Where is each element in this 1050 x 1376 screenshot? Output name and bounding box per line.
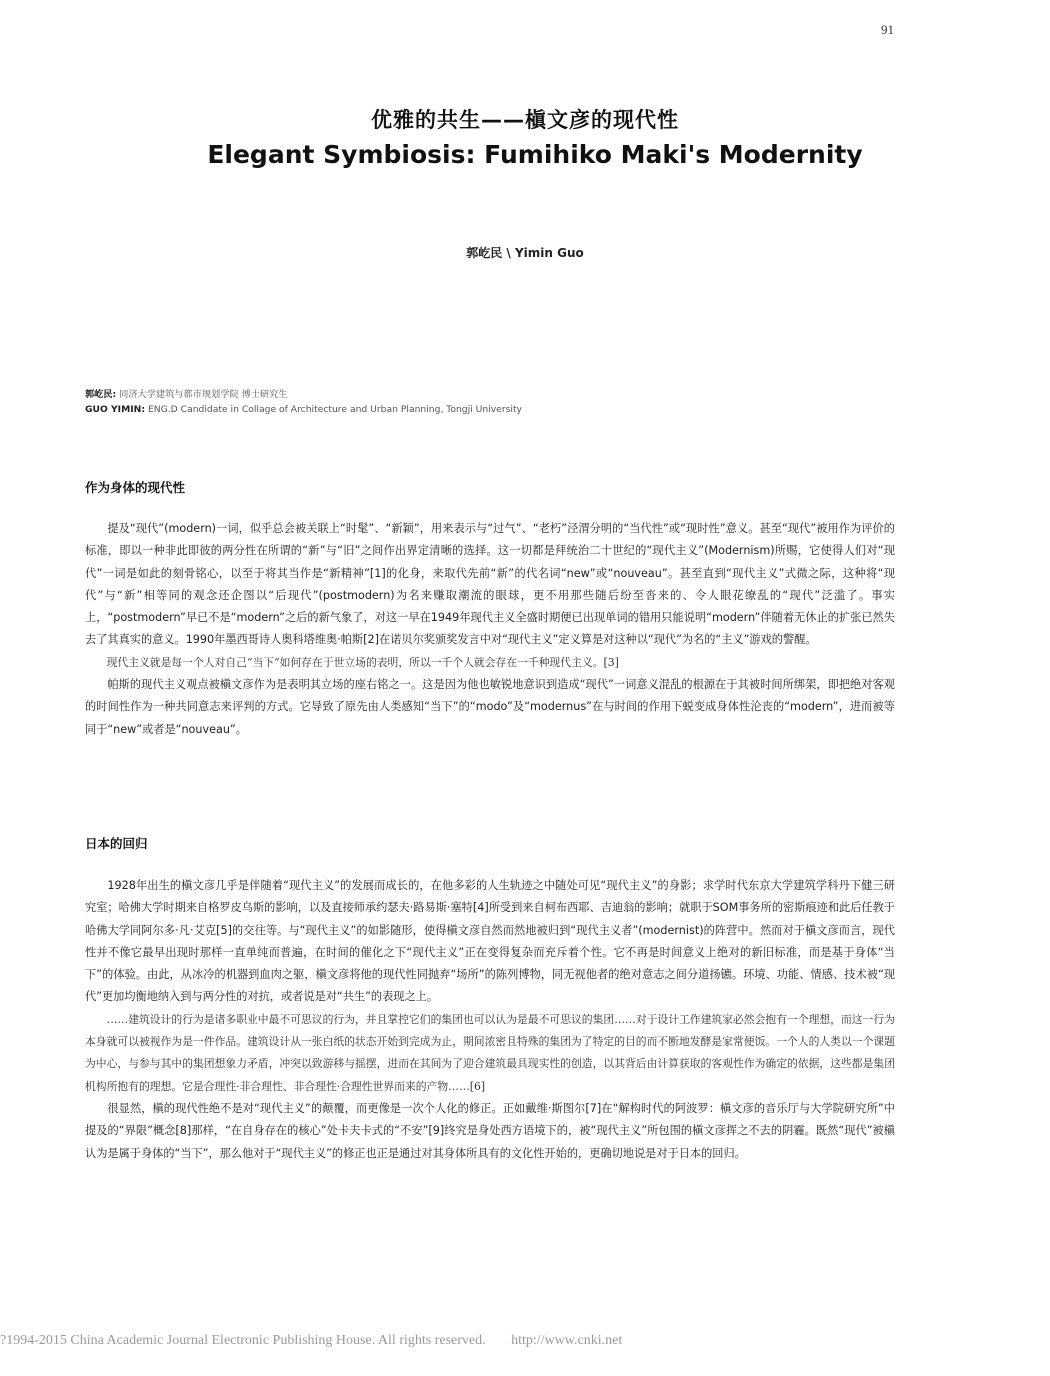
title-block (0, 104, 1050, 169)
copyright-footer (0, 1333, 622, 1349)
paragraph: 很显然，槇的现代性绝不是对“现代主义”的颠覆，而更像是一次个人化的修正。正如戴维·斯图尔[7]在“解构时代的阿波罗：槇文彦的音乐厅与大学院研究所”中提及的“界限”概念[8]那样，“在自身存在的核心”处卡夫卡式的“不安”[9]终究是身处西方语境下的，被“现代主义”所包围的槇文彦挥之不去的阴霾。既然“现代”被槇认为是属于身体的“当下”，那么他对于“现代主义”的修正也正是通过对其身体所具有的文化性开始的，更确切地说是对于日本的回归。 (85, 1101, 895, 1160)
affiliation-en-name: GUO YIMIN: (85, 404, 146, 415)
affiliation-chinese (85, 387, 522, 402)
section-body-return-to-japan (85, 875, 895, 1165)
title-chinese: 优雅的共生——槇文彦的现代性 (371, 108, 679, 132)
author-line: 郭屹民 \ Yimin Guo (466, 246, 584, 260)
paragraph: 1928年出生的槇文彦几乎是伴随着“现代主义”的发展而成长的，在他多彩的人生轨迹之中随处可见“现代主义”的身影；求学时代东京大学建筑学科丹下健三研究室；哈佛大学时期来自格罗皮乌斯的影响，以及直接师承约瑟夫·路易斯·塞特[4]所受到来自柯布西耶、吉迪翁的影响；就职于SOM事务所的密斯痕迹和此后任教于哈佛大学同阿尔多·凡·艾克[5]的交往等。与“现代主义”的如影随形，使得槇文彦自然而然地被归到“现代主义者”(modernist)的阵营中。然而对于槇文彦而言，现代性并不像它最早出现时那样一直单纯而普遍，在时间的催化之下“现代主义”正在变得复杂而充斥着个性。它不再是时间意义上绝对的新旧标准，而是基于身体“当下”的体验。由此，从冰冷的机器到血肉之躯，槇文彦将他的现代性同抛弃“场所”的陈列博物，同无视他者的绝对意志之间分道扬镳。环境、功能、情感、技术被“现代”更加均衡地纳入到与两分性的对抗，或者说是对“共生”的表现之上。 (85, 879, 895, 1004)
section-body-modernity (85, 518, 895, 741)
quote-paragraph: 现代主义就是每一个人对自己“当下”如何存在于世立场的表明，所以一千个人就会存在一千种现代主义。[3] (106, 655, 619, 669)
footer-url-link[interactable]: http://www.cnki.net (511, 1333, 623, 1348)
affiliation-english (85, 402, 522, 417)
affiliation-en-text: ENG.D Candidate in Collage of Architecture and Urban Planning, Tongji University (147, 404, 522, 415)
paragraph: 提及“现代”(modern)一词，似乎总会被关联上“时髦”、“新颖”，用来表示与“过气”、“老朽”泾渭分明的“当代性”或“现时性”意义。甚至“现代”被用作为评价的标准，即以一种非此即彼的两分性在所谓的“新”与“旧”之间作出界定清晰的选择。这一切都是拜统治二十世纪的“现代主义”(Modernism)所赐，它使得人们对“现代”一词是如此的刻骨铭心，以至于将其当作是“新精神”[1]的化身，来取代先前“新”的代名词“new”或“nouveau”。甚至直到“现代主义”式微之际，这种将“现代”与“新”相等同的观念还企图以“后现代”(postmodern)为名来赚取潮流的眼球，更不用那些随后纷至沓来的、令人眼花缭乱的“现代”泛滥了。事实上，“postmodern”早已不是“modern”之后的新气象了，对这一早在1949年现代主义全盛时期便已出现单词的错用只能说明“modern”伴随着无休止的扩张已然失去了其真实的意义。1990年墨西哥诗人奥科塔维奥·帕斯[2]在诺贝尔奖颁奖发言中对“现代主义”定义算是对这种以“现代”为名的“主义”游戏的警醒。 (85, 522, 896, 647)
paragraph: 帕斯的现代主义观点被槇文彦作为是表明其立场的座右铭之一。这是因为他也敏锐地意识到造成“现代”一词意义混乱的根源在于其被时间所绑架，即把绝对客观的时间性作为一种共同意志来评判的方式。它导致了原先由人类感知“当下”的“modo”及“modernus”在与时间的作用下蜕变成身体性沦丧的“modern”，进而被等同于“new”或者是“nouveau”。 (85, 678, 895, 736)
affiliation-cn-name: 郭屹民: (85, 389, 117, 400)
title-english: Elegant Symbiosis: Fumihiko Maki's Modernity (207, 140, 863, 169)
section-heading-body-modernity: 作为身体的现代性 (85, 480, 186, 495)
affiliation-cn-text: 同济大学建筑与都市规划学院 博士研究生 (119, 389, 288, 400)
section-heading-return-to-japan: 日本的回归 (85, 836, 148, 851)
copyright-text: ?1994-2015 China Academic Journal Electronic Publishing House. All rights reserved. (0, 1333, 486, 1348)
page-number: 91 (881, 22, 894, 37)
author-affiliation (85, 387, 522, 417)
quote-paragraph: ……建筑设计的行为是诸多职业中最不可思议的行为，并且掌控它们的集团也可以认为是最不可思议的集团……对于设计工作建筑家必然会抱有一个理想，而这一行为本身就可以被视作为是一件作品。建筑设计从一张白纸的状态开始到完成为止，期间浓密且特殊的集团为了特定的目的而不断地发酵是家常便饭。一个人的人类以一个课题为中心，与参与其中的集团想象力矛盾，冲突以致游移与摇摆，进而在其间为了迎合建筑最具现实性的创造，以其背后由计算获取的客观性作为确定的依据，这些都是集团机构所抱有的理想。它是合理性·非合理性、非合理性·合理性世界而来的产物……[6] (85, 1012, 895, 1093)
